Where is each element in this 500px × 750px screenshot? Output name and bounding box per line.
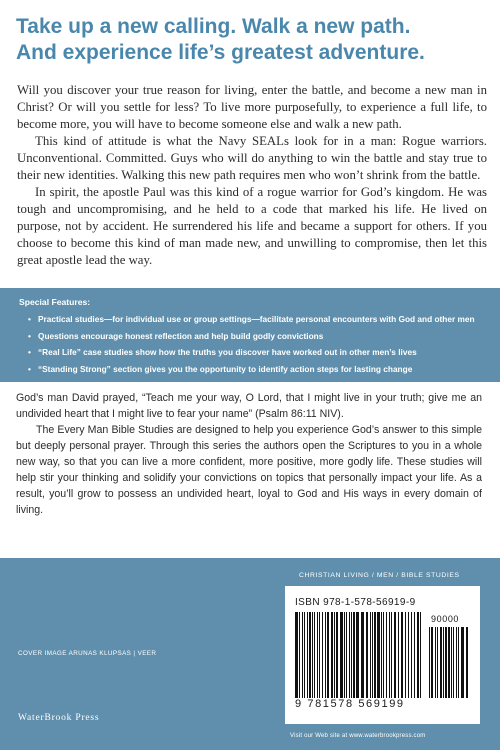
website-note: Visit our Web site at www.waterbrookpress.com [290,733,426,739]
headline-line-1: Take up a new calling. Walk a new path. [16,15,411,38]
barcode-bar [417,612,419,698]
barcode-bar [319,612,320,698]
barcode-bar [437,627,438,698]
barcode-bar [317,612,318,698]
barcode-bar [344,612,345,698]
barcode-bar [435,627,436,698]
cover-credit: COVER IMAGE ARUNAS KLUPSAS | VEER [18,650,157,657]
barcode-bar [295,612,298,698]
headline [16,14,486,66]
intro-text [17,82,487,269]
feature-item: • Questions encourage honest reflection and help build godly convictions [28,330,488,343]
barcode-bar [381,612,382,698]
barcode-bar [411,612,412,698]
barcode-bar [356,612,359,698]
barcode-bar [456,627,457,698]
intro-paragraph-3: In spirit, the apostle Paul was this kind of a rogue warrior for God’s kingdom. He was tough and uncompromising, and he held to a code that marked his life. He lived on purpose, not by accident. He surrendered his life and became a support for others. If you choose to become this kind of man made new, and unwilling to compromise, then let this great apostle lead the way. [17,185,487,267]
barcode-bar [346,612,347,698]
series-description [16,390,482,518]
barcode-bar [370,612,371,698]
barcode-bar [302,612,303,698]
barcode-bar [299,612,300,698]
intro-paragraph-1: Will you discover your true reason for living, enter the battle, and become a new man in Christ? Or will you settle for less? To live more purposefully, to experience a full life, to become more, you will have to become someone else and walk a new path. [17,83,487,131]
barcode-bar [325,612,326,698]
series-paragraph-1: God’s man David prayed, “Teach me your way, O Lord, that I might live in your truth; give me an undivided heart that I might live to fear your name” (Psalm 86:11 NIV). [16,392,482,420]
barcode-bar [340,612,343,698]
feature-item: • Practical studies—for individual use or group settings—facilitate personal encounters with God and other men [28,313,488,326]
barcode-bar [307,612,308,698]
price-code: 90000 [431,614,460,624]
barcode-bar [372,612,373,698]
barcode-bar [353,612,355,698]
category-label: CHRISTIAN LIVING / MEN / BIBLE STUDIES [299,572,460,579]
feature-item: • “Real Life” case studies show how the truths you discover have worked out in other men’s lives [28,346,488,359]
barcode-box [285,586,480,724]
barcode-bar [461,627,464,698]
barcode-bar [314,612,315,698]
barcode-bar [331,612,333,698]
barcode-bar [414,612,415,698]
intro-paragraph-2: This kind of attitude is what the Navy SEALs look for in a man: Rogue warriors. Unconventional. Committed. Guys who will do anything to win the battle and stay true to their new identities. Walking this new path requires men who won’t shrink from the battle. [17,134,487,182]
barcode-bar [458,627,459,698]
barcode-bar [351,612,352,698]
barcode-bar [429,627,430,698]
barcode-bar [374,612,376,698]
barcode-bar [405,612,406,698]
barcode-main [295,612,423,698]
barcode-bar [366,612,368,698]
barcode-bar [453,627,454,698]
barcode-bar [383,612,384,698]
barcode-bar [443,627,444,698]
barcode-bar [361,612,364,698]
barcode-bar [451,627,452,698]
barcode-bar [304,612,305,698]
isbn-label: ISBN 978-1-578-56919-9 [295,597,416,608]
features-list [28,313,488,379]
barcode-bar [440,627,442,698]
barcode-bar [401,612,403,698]
barcode-bar [327,612,329,698]
barcode-bar [349,612,350,698]
barcode-bar [336,612,338,698]
barcode-bar [420,612,421,698]
barcode-bar [394,612,396,698]
barcode-bar [386,612,387,698]
barcode-bar [448,627,450,698]
publisher-logo: WaterBrook Press [18,713,100,723]
features-title: Special Features: [19,297,91,307]
barcode-bar [408,612,409,698]
barcode-bar [377,612,380,698]
barcode-bar [466,627,468,698]
feature-item: • “Standing Strong” section gives you the opportunity to identify action steps for lasting change [28,363,488,376]
barcode-bar [322,612,323,698]
ean-number: 9 781578 569199 [295,698,405,710]
barcode-bar [431,627,433,698]
barcode-bar [398,612,399,698]
barcode-bar [391,612,392,698]
headline-line-2: And experience life’s greatest adventure. [16,41,425,64]
barcode-bar [334,612,335,698]
barcode-bar [312,612,313,698]
barcode-bar [445,627,447,698]
barcode-bar [389,612,390,698]
series-paragraph-2: The Every Man Bible Studies are designed to help you experience God’s answer to this simple but deeply personal prayer. Through this series the authors open the Scriptures to you in a whole new way, so that you can live a more confident, more positive, more godly life. These studies will help stir your thinking and solidify your convictions on topics that personally impact your life. As a result, you’ll grow to possess an undivided heart, loyal to God and His ways in every domain of living. [16,424,482,516]
barcode-addon [429,627,471,698]
barcode-bar [309,612,311,698]
